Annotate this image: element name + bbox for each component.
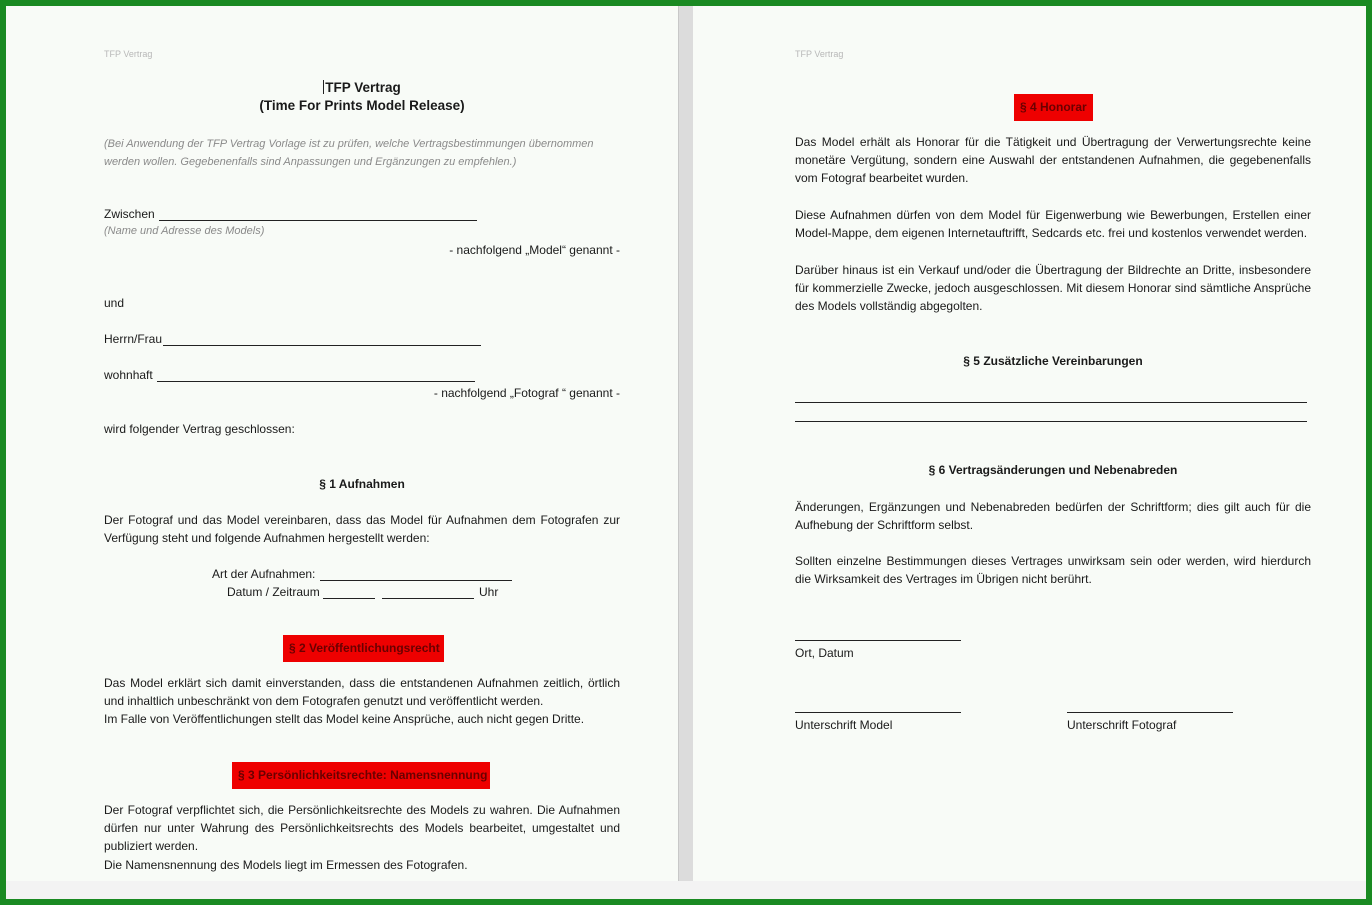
- section-4-p2: Diese Aufnahmen dürfen von dem Model für Eigenwerbung wie Bewerbungen, Erstellen einer Model-Mappe, dem eigenen Internetauftrifft, Sedcards etc. frei und kostenlos verwendet werden.: [795, 208, 1311, 241]
- section-4-p1: Das Model erhält als Honorar für die Tätigkeit und Übertragung der Verwertungsrechte keine monetäre Vergütung, sondern eine Auswahl der entstandenen Aufnahmen, die gegebenenfalls vom Fotograf bearbeitet wurden.: [795, 135, 1311, 186]
- section-4-p3: Darüber hinaus ist ein Verkauf und/oder die Übertragung der Bildrechte an Dritte, insbesondere für kommerzielle Zwecke, jedoch ausgeschlossen. Mit diesem Honorar sind sämtliche Ansprüche des Models vollständig abgegolten.: [795, 263, 1311, 314]
- document-subtitle: (Time For Prints Model Release): [259, 98, 465, 113]
- section-6-heading: § 6 Vertragsänderungen und Nebenabreden: [928, 463, 1178, 477]
- section-2-text-2: Im Falle von Veröffentlichungen stellt das Model keine Ansprüche, auch nicht gegen Dritte.: [104, 712, 585, 726]
- section-2-text: Das Model erklärt sich damit einverstanden, dass die entstandenen Aufnahmen zeitlich, örtlich und inhaltlich unbeschränkt von dem Fotografen genutzt und veröffentlicht werden.: [104, 676, 620, 709]
- art-line[interactable]: [320, 580, 512, 581]
- wohnhaft-label: wohnhaft: [104, 368, 153, 382]
- datum-line[interactable]: [323, 598, 375, 599]
- datum-label: Datum / Zeitraum: [227, 585, 320, 599]
- zwischen-label: Zwischen: [104, 207, 155, 221]
- address-line[interactable]: [157, 381, 475, 382]
- page-header-mark: TFP Vertrag: [795, 49, 844, 59]
- section-3-text-2: Die Namensnennung des Models liegt im Ermessen des Fotografen.: [104, 858, 468, 872]
- section-5-heading: § 5 Zusätzliche Vereinbarungen: [963, 354, 1143, 368]
- herrn-frau-label: Herrn/Frau: [104, 332, 163, 346]
- ort-datum-label: Ort, Datum: [795, 646, 854, 660]
- page-gutter: [678, 6, 694, 881]
- section-3-text: Der Fotograf verpflichtet sich, die Persönlichkeitsrechte des Models zu wahren. Die Aufnahmen dürfen nur unter Wahrung des Persönlichkeitsrechts des Models bearbeitet, umgestaltet und publiziert werden.: [104, 803, 620, 854]
- uhr-line[interactable]: [382, 598, 474, 599]
- uhr-label: Uhr: [479, 585, 499, 599]
- art-label: Art der Aufnahmen:: [212, 567, 316, 581]
- document-title[interactable]: [104, 79, 620, 97]
- agreement-line-1[interactable]: [795, 402, 1307, 403]
- section-1-text: Der Fotograf und das Model vereinbaren, dass das Model für Aufnahmen dem Fotografen zur Verfügung steht und folgende Aufnahmen hergestellt werden:: [104, 513, 620, 546]
- fotograf-name-line[interactable]: [163, 345, 481, 346]
- signature-model-label: Unterschrift Model: [795, 718, 893, 732]
- model-genannt: - nachfolgend „Model“ genannt -: [449, 243, 620, 257]
- section-2-heading: § 2 Veröffentlichungsrecht: [283, 635, 444, 662]
- signature-fotograf-line[interactable]: [1067, 712, 1233, 713]
- und-label: und: [104, 296, 125, 310]
- usage-note: (Bei Anwendung der TFP Vertrag Vorlage ist zu prüfen, welche Vertragsbestimmungen übernommen werden wollen. Gegebenenfalls sind Anpassungen und Ergänzungen zu empfehlen.): [104, 138, 594, 168]
- agreement-line-2[interactable]: [795, 421, 1307, 422]
- fotograf-genannt: - nachfolgend „Fotograf “ genannt -: [433, 386, 620, 400]
- ort-datum-line[interactable]: [795, 640, 961, 641]
- section-3-heading: § 3 Persönlichkeitsrechte: Namensnennung: [232, 762, 490, 789]
- section-6-p1: Änderungen, Ergänzungen und Nebenabreden bedürfen der Schriftform; dies gilt auch für die Aufhebung der Schriftform selbst.: [795, 500, 1311, 533]
- name-note: (Name und Adresse des Models): [104, 225, 265, 237]
- model-name-line[interactable]: [159, 220, 477, 221]
- signature-model-line[interactable]: [795, 712, 961, 713]
- title-line-1: TFP Vertrag: [325, 80, 401, 95]
- section-4-heading: § 4 Honorar: [1014, 94, 1093, 121]
- document-page-2[interactable]: [693, 6, 1366, 881]
- page-header-mark: TFP Vertrag: [104, 49, 153, 59]
- signature-fotograf-label: Unterschrift Fotograf: [1067, 718, 1177, 732]
- section-1-heading: § 1 Aufnahmen: [319, 477, 405, 491]
- vertrag-geschlossen: wird folgender Vertrag geschlossen:: [104, 422, 295, 436]
- section-6-p2: Sollten einzelne Bestimmungen dieses Vertrages unwirksam sein oder werden, wird hierdurch die Wirksamkeit des Vertrages im Übrigen nicht berührt.: [795, 554, 1311, 587]
- document-page-1[interactable]: [6, 6, 678, 881]
